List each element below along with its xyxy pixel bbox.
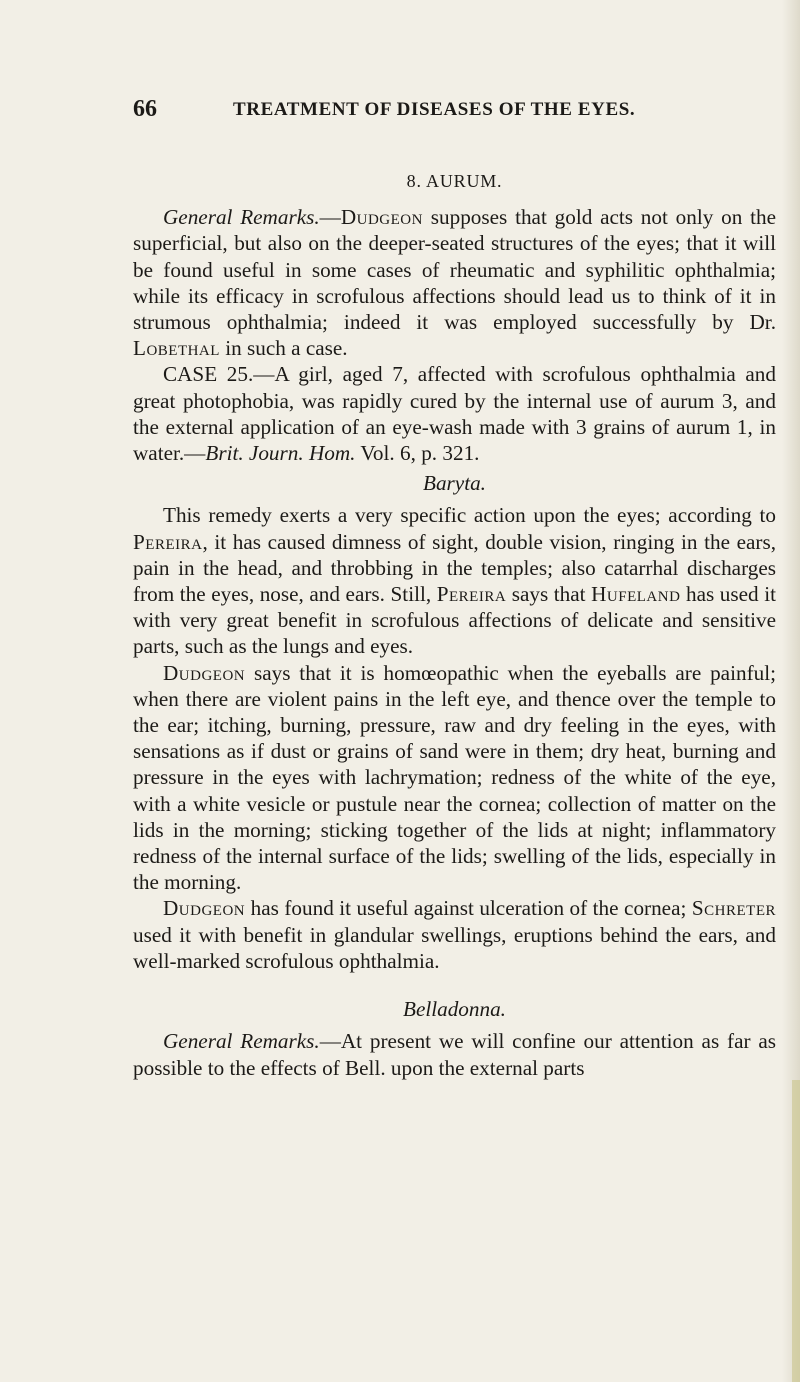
belladonna-paragraph [133,1028,776,1080]
page-number: 66 [133,96,157,122]
baryta-p1-text-c: says that [506,582,592,607]
author-dudgeon: Dudgeon [340,205,423,230]
author-dudgeon-2: Dudgeon [163,660,246,685]
general-remarks-text-2: in such a case. [219,336,348,361]
baryta-p1-text-d: has used it with very great benefit in scrofulous affections of delicate and sensitive parts, such as the lungs and eyes. [133,582,776,659]
general-remarks-paragraph [133,204,776,361]
running-title: TREATMENT OF DISEASES OF THE EYES. [233,99,636,120]
general-remarks-label: General Remarks. [163,205,320,230]
general-remarks-dash: — [319,205,341,230]
author-dudgeon-3: Dudgeon [163,896,246,921]
baryta-p3-text: has found it useful against ulceration of the cornea; [245,896,692,921]
author-pereira: Pereira [133,529,203,554]
author-schreter: Schreter [691,896,776,921]
author-lobethal: Lobethal [133,336,220,361]
case-25-ref: Vol. 6, p. 321. [355,441,480,466]
baryta-p2-text: says that it is homœopathic when the eyeballs are painful; when there are violent pains in the left eye, and thence over the temple to the ear; itching, burning, pressure, raw and dry feeling in the eyes, with sensations as if dust or grains of sand were in them; dry heat, burning and pressure in the eyes with lachrymation; redness of the white of the eye, with a white vesicle or pustule near the cornea; collection of matter on the lids in the morning; sticking together of the lids at night; inflammatory redness of the internal surface of the lids; swelling of the lids, especially in the morning. [133,660,776,895]
baryta-p3-text-2: used it with benefit in glandular swellings, eruptions behind the ears, and well-marked scrofulous ophthalmia. [133,922,776,973]
belladonna-label: General Remarks. [163,1029,320,1054]
baryta-p1-text-b: , it has caused dimness of sight, double vision, ringing in the ears, pain in the head, and throbbing in the temples; also catarrhal discharges from the eyes, nose, and ears. Still, [133,529,776,607]
belladonna-heading: Belladonna. [403,997,506,1022]
belladonna-text: —At present we will confine our attention as far as possible to the effects of Bell. upon the external parts [133,1029,776,1080]
case-25-source: Brit. Journ. Hom. [205,441,356,466]
author-pereira-2: Pereira [436,582,507,607]
case-25-text: CASE 25.—A girl, aged 7, affected with scrofulous ophthalmia and great photophobia, was rapidly cured by the internal use of aurum 3, and the external application of an eye-wash made with 3 grains of aurum 1, in water.— [133,362,776,466]
body-text [133,168,776,1081]
baryta-p1-text-a: This remedy exerts a very specific action upon the eyes; according to [163,503,776,528]
case-25-paragraph [133,361,776,466]
baryta-paragraph-2 [133,660,776,896]
baryta-heading: Baryta. [423,471,486,496]
author-hufeland: Hufeland [591,582,681,607]
general-remarks-text-1: supposes that gold acts not only on the superficial, but also on the deeper-seated structures of the eyes; that it will be found useful in some cases of rheumatic and syphilitic ophthalmia; while its efficacy in scrofulous affections should lead us to think of it in strumous ophthalmia; indeed it was employed successfully by Dr. [133,205,776,335]
page-edge-tint [792,1080,800,1382]
baryta-paragraph-1 [133,502,776,659]
running-head [133,96,653,126]
section-title: 8. AURUM. [406,171,503,191]
baryta-paragraph-3 [133,895,776,974]
